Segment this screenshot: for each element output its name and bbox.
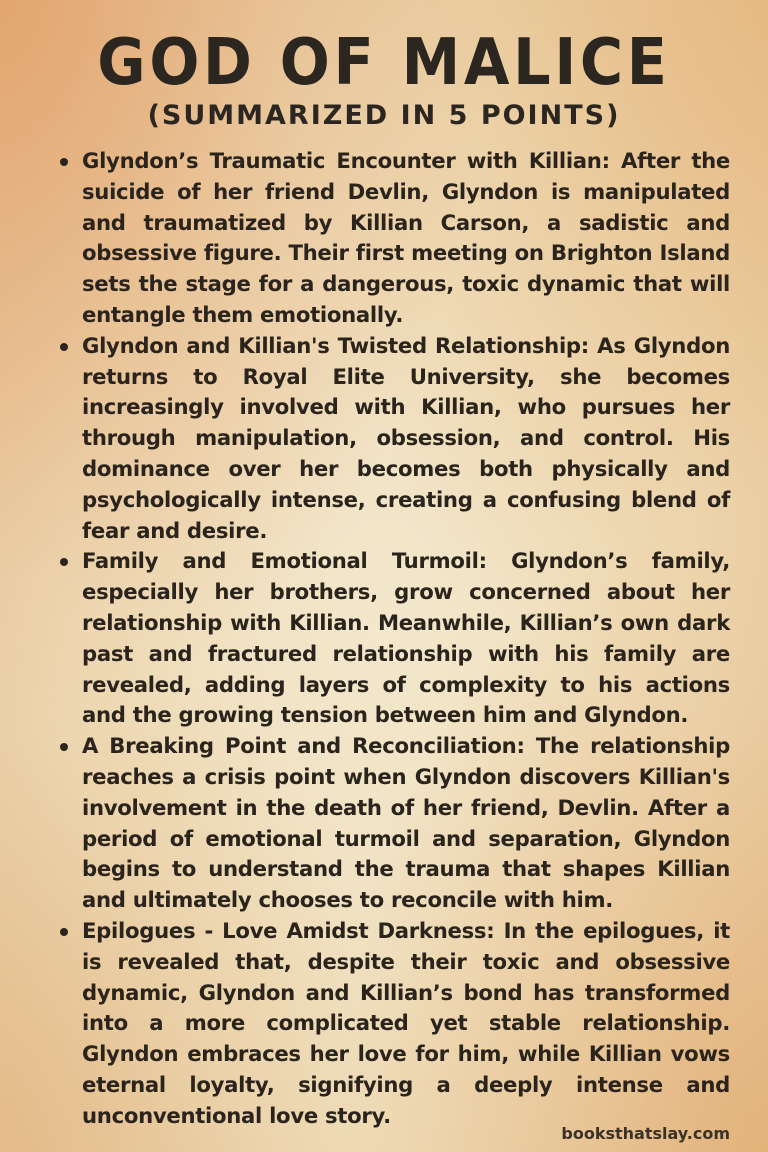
summary-point bbox=[58, 546, 730, 731]
page-title: GOD OF MALICE bbox=[97, 26, 671, 100]
summary-point bbox=[58, 731, 730, 916]
bullet-icon bbox=[60, 343, 68, 351]
summary-point bbox=[58, 146, 730, 331]
summary-point bbox=[58, 916, 730, 1132]
site-watermark: booksthatslay.com bbox=[561, 1124, 730, 1143]
summary-points-list bbox=[58, 146, 730, 1132]
bullet-icon bbox=[60, 928, 68, 936]
bullet-icon bbox=[60, 743, 68, 751]
bullet-icon bbox=[60, 558, 68, 566]
summary-point bbox=[58, 331, 730, 547]
summary-point-text: Epilogues - Love Amidst Darkness: In the epilogues, it is revealed that, despite their toxic and obsessive dynamic, Glyndon and Killian’s bond has transformed into a more complicated yet stable relationship. Glyndon embraces her love for him, while Killian vows eternal loyalty, signifying a deeply intense and unconventional love story. bbox=[82, 917, 730, 1128]
summary-point-text: Glyndon and Killian's Twisted Relationship: As Glyndon returns to Royal Elite University, she becomes increasingly involved with Killian, who pursues her through manipulation, obsession, and control. His dominance over her becomes both physically and psychologically intense, creating a confusing blend of fear and desire. bbox=[82, 332, 730, 543]
summary-point-text: A Breaking Point and Reconciliation: The relationship reaches a crisis point when Glyndon discovers Killian's involvement in the death of her friend, Devlin. After a period of emotional turmoil and separation, Glyndon begins to understand the trauma that shapes Killian and ultimately chooses to reconcile with him. bbox=[82, 733, 730, 913]
bullet-icon bbox=[60, 158, 68, 166]
summary-point-text: Glyndon’s Traumatic Encounter with Killian: After the suicide of her friend Devlin, Glyndon is manipulated and traumatized by Killian Carson, a sadistic and obsessive figure. Their first meeting on Brighton Island sets the stage for a dangerous, toxic dynamic that will entangle them emotionally. bbox=[82, 148, 730, 327]
page-subtitle: (SUMMARIZED IN 5 POINTS) bbox=[147, 100, 621, 131]
summary-point-text: Family and Emotional Turmoil: Glyndon’s family, especially her brothers, grow concerned about her relationship with Killian. Meanwhile, Killian’s own dark past and fractured relationship with his family are revealed, adding layers of complexity to his actions and the growing tension between him and Glyndon. bbox=[82, 548, 730, 728]
